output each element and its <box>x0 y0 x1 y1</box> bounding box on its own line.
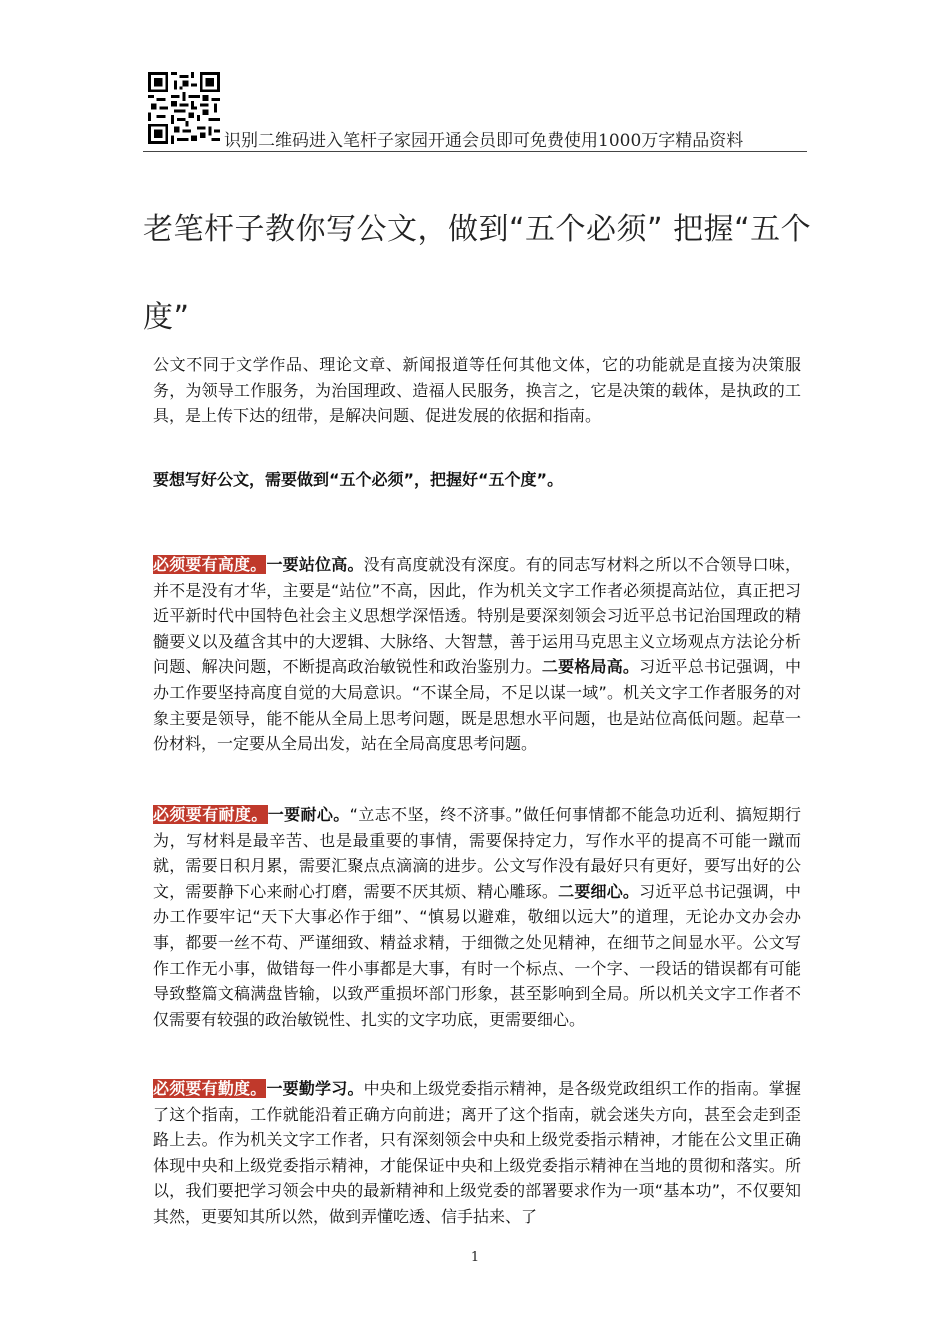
intro-paragraph: 公文不同于文学作品、理论文章、新闻报道等任何其他文体，它的功能就是直接为决策服务，为领导工作服务，为治国理政、造福人民服务，换言之，它是决策的载体，是执政的工具，是上传下达的纽带，是解决问题、促进发展的依据和指南。 <box>153 355 801 426</box>
point-text: 习近平总书记强调，中办工作要牢记“天下大事必作于细”、“慎易以避难，敬细以远大”的道理，无论办文办会办事，都要一丝不苟、严谨细致、精益求精，于细微之处见精神，在细节之间显水平。公文写作工作无小事，做错每一件小事都是大事，有时一个标点、一个字、一段话的错误都有可能导致整篇文稿满盘皆输，以致严重损坏部门形象，甚至影响到全局。所以机关文字工作者不仅需要有较强的政治敏锐性、扎实的文字功底，更需要细心。 <box>153 881 801 1029</box>
point-text: 习近平总书记强调，中办工作要坚持高度自觉的大局意识。“不谋全局，不足以谋一域”。机关文字工作者服务的对象主要是领导，能不能从全局上思考问题，既是思想水平问题，也是站位高低问题。起草一份材料，一定要从全局出发，站在全局高度思考问题。 <box>153 657 801 754</box>
section-tag: 必须要有勤度。 <box>153 1079 267 1098</box>
section-tag: 必须要有高度。 <box>153 555 267 574</box>
point-text: “立志不坚，终不济事。”做任何事情都不能急功近利、搞短期行为，写材料是最辛苦、也是最重要的事情，需要保持定力，写作水平的提高不可能一蹴而就，需要日积月累，需要汇聚点点滴滴的进步。公文写作没有最好只有更好，要写出好的公文，需要静下心来耐心打磨，需要不厌其烦、精心雕琢。 <box>153 805 801 901</box>
qr-code-image <box>148 72 220 144</box>
point-text: 没有高度就没有深度。有的同志写材料之所以不合领导口味，并不是没有才华，主要是“站位”不高，因此，作为机关文字工作者必须提高站位，真正把习近平新时代中国特色社会主义思想学深悟透。特别是要深刻领会习近平总书记治国理政的精髓要义以及蕴含其中的大逻辑、大脉络、大智慧，善于运用马克思主义立场观点方法论分析问题、解决问题，不断提高政治敏锐性和政治鉴别力。 <box>153 555 801 677</box>
section-height <box>153 552 801 757</box>
lead-paragraph: 要想写好公文，需要做到“五个必须”，把握好“五个度”。 <box>153 470 564 489</box>
point-heading: 二要格局高。 <box>541 657 640 677</box>
point-heading: 一要勤学习。 <box>266 1079 364 1098</box>
header-promo-text: 识别二维码进入笔杆子家园开通会员即可免费使用1000万字精品资料 <box>224 131 744 151</box>
page-number: 1 <box>470 1250 480 1265</box>
point-heading: 一要耐心。 <box>267 805 350 824</box>
section-tag: 必须要有耐度。 <box>153 805 268 824</box>
section-patience <box>153 802 801 1032</box>
point-heading: 二要细心。 <box>558 881 640 901</box>
page-title: 老笔杆子教你写公文，做到“五个必须” 把握“五个度” <box>143 212 812 335</box>
section-diligence <box>153 1076 801 1230</box>
header-divider <box>143 151 807 152</box>
point-heading: 一要站位高。 <box>266 555 364 574</box>
point-text: 中央和上级党委指示精神，是各级党政组织工作的指南。掌握了这个指南，工作就能沿着正确方向前进；离开了这个指南，就会迷失方向，甚至会走到歪路上去。作为机关文字工作者，只有深刻领会中央和上级党委指示精神，才能在公文里正确体现中央和上级党委指示精神，才能保证中央和上级党委指示精神在当地的贯彻和落实。所以，我们要把学习领会中央的最新精神和上级党委的部署要求作为一项“基本功”，不仅要知其然，更要知其所以然，做到弄懂吃透、信手拈来、了 <box>153 1079 801 1226</box>
